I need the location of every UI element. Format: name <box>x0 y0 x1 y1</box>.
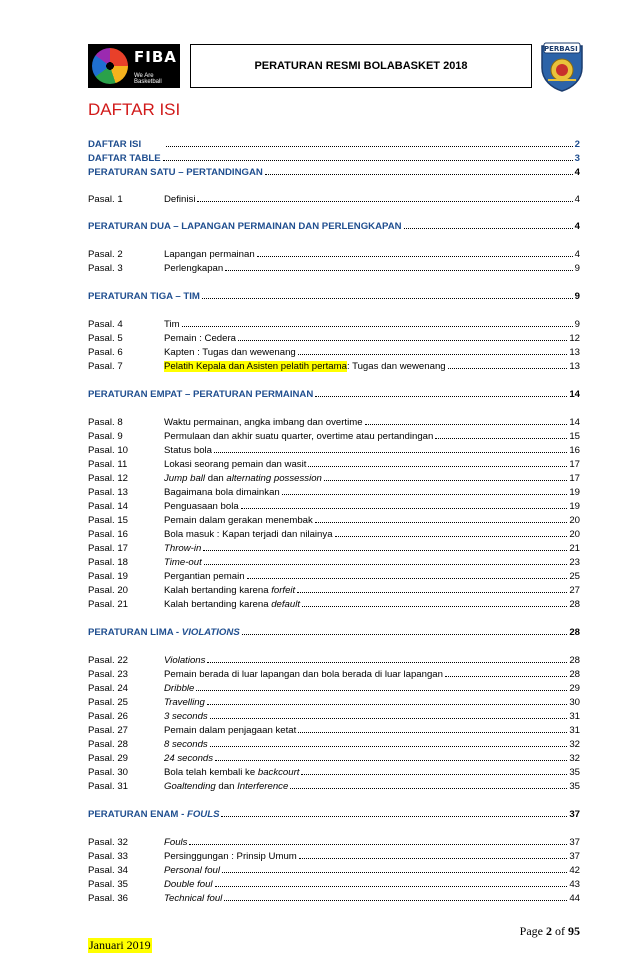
toc-title-part: PERATURAN DUA – LAPANGAN PERMAINAN DAN PERLENGKAPAN <box>88 221 402 232</box>
toc-entry-row[interactable] <box>88 568 580 582</box>
toc-leader-dots <box>241 508 568 509</box>
toc-title <box>164 655 205 666</box>
toc-title <box>88 291 200 302</box>
toc-page-number: 19 <box>569 501 580 512</box>
toc-title-part: Status bola <box>164 445 213 456</box>
toc-title <box>88 627 240 638</box>
toc-entry-row[interactable] <box>88 834 580 848</box>
toc-title <box>164 459 306 470</box>
toc-leader-dots <box>196 690 567 691</box>
toc-leader-dots <box>302 606 567 607</box>
fiba-logo <box>88 44 180 88</box>
toc-page-number: 20 <box>569 529 580 540</box>
toc-number: Pasal. 19 <box>88 571 129 582</box>
toc-title-part: Time-out <box>164 557 202 568</box>
toc-title <box>164 669 443 680</box>
toc-title-part: Lokasi seorang pemain dan wasit <box>164 459 307 470</box>
toc-page-number: 28 <box>569 627 580 638</box>
toc-leader-dots <box>222 872 567 873</box>
toc-page-number: 3 <box>574 153 580 164</box>
toc-entry-row[interactable] <box>88 680 580 694</box>
toc-title-part: default <box>271 599 301 610</box>
toc-number: Pasal. 13 <box>88 487 129 498</box>
toc-section-row[interactable] <box>88 164 580 178</box>
toc-section-row[interactable] <box>88 218 580 232</box>
toc-title-part: : Tugas dan wewenang <box>346 361 446 372</box>
toc-title <box>164 781 288 792</box>
toc-title-part: backcourt <box>257 767 300 778</box>
toc-entry-row[interactable] <box>88 260 580 274</box>
toc-leader-dots <box>365 424 568 425</box>
toc-title-part: forfeit <box>271 585 296 596</box>
toc-title-part: Waktu permainan, angka imbang dan overtime <box>164 417 363 428</box>
toc-page-number: 32 <box>569 739 580 750</box>
toc-title-part: Technical foul <box>164 893 223 904</box>
toc-title <box>164 319 180 330</box>
toc-page-number: 44 <box>569 893 580 904</box>
toc-page-number: 21 <box>569 543 580 554</box>
toc-entry-row[interactable] <box>88 722 580 736</box>
toc-title-part: Pemain : Cedera <box>164 333 236 344</box>
toc-number: Pasal. 23 <box>88 669 129 680</box>
toc-title <box>164 585 295 596</box>
toc-entry-row[interactable] <box>88 316 580 330</box>
toc-page-number: 19 <box>569 487 580 498</box>
toc-entry-row[interactable] <box>88 428 580 442</box>
toc-title <box>164 445 212 456</box>
toc-number: Pasal. 29 <box>88 753 129 764</box>
toc-leader-dots <box>308 466 567 467</box>
toc-title <box>164 473 322 484</box>
toc-leader-dots <box>166 146 573 147</box>
toc-title-part: Tim <box>164 319 180 330</box>
toc-title-part: DAFTAR TABLE <box>88 153 161 164</box>
toc-leader-dots <box>335 536 568 537</box>
toc-leader-dots <box>301 774 567 775</box>
toc-title-part: Kapten : Tugas dan wewenang <box>164 347 296 358</box>
toc-leader-dots <box>299 858 568 859</box>
toc-title <box>164 333 236 344</box>
toc-title-part: Double foul <box>164 879 213 890</box>
toc-title <box>164 683 194 694</box>
toc-number: Pasal. 14 <box>88 501 129 512</box>
toc-page-number: 12 <box>569 333 580 344</box>
toc-leader-dots <box>210 746 568 747</box>
toc-entry-row[interactable] <box>88 848 580 862</box>
toc-title <box>164 557 202 568</box>
toc-title <box>164 893 222 904</box>
toc-title-part: PERATURAN LIMA - <box>88 627 182 638</box>
toc-leader-dots <box>282 494 568 495</box>
toc-number: Pasal. 5 <box>88 333 123 344</box>
fiba-logo-text: FIBA <box>134 48 177 66</box>
page-current: 2 <box>546 924 552 938</box>
toc-title-part: Personal foul <box>164 865 220 876</box>
toc-number: Pasal. 18 <box>88 557 129 568</box>
toc-number: Pasal. 33 <box>88 851 129 862</box>
toc-leader-dots <box>225 270 572 271</box>
toc-page-number: 9 <box>574 291 580 302</box>
toc-page-number: 42 <box>569 865 580 876</box>
toc-title-part: PERATURAN SATU – PERTANDINGAN <box>88 167 263 178</box>
fiba-ball-icon <box>92 48 128 84</box>
toc-number: Pasal. 22 <box>88 655 129 666</box>
toc-page-number: 28 <box>569 599 580 610</box>
toc-leader-dots <box>435 438 567 439</box>
toc-title-part: Pergantian pemain <box>164 571 245 582</box>
toc-page-number: 4 <box>574 221 580 232</box>
toc-leader-dots <box>324 480 567 481</box>
toc-number: Pasal. 32 <box>88 837 129 848</box>
toc-title <box>164 417 363 428</box>
toc-number: Pasal. 36 <box>88 893 129 904</box>
toc-number: Pasal. 17 <box>88 543 129 554</box>
toc-title-part: 3 seconds <box>164 711 208 722</box>
toc-title-part: Travelling <box>164 697 205 708</box>
toc-title <box>164 515 313 526</box>
toc-number: DAFTAR ISI <box>88 139 142 150</box>
toc-number: Pasal. 27 <box>88 725 129 736</box>
toc-leader-dots <box>265 174 573 175</box>
toc-entry-row[interactable] <box>88 512 580 526</box>
footer-date: Januari 2019 <box>89 938 151 952</box>
toc-entry-row[interactable] <box>88 666 580 680</box>
toc-leader-dots <box>214 452 567 453</box>
toc-title <box>88 809 219 820</box>
toc-leader-dots <box>215 886 568 887</box>
toc-page-number: 15 <box>569 431 580 442</box>
toc-title <box>164 347 296 358</box>
toc-number: Pasal. 11 <box>88 459 128 470</box>
toc-page-number: 23 <box>569 557 580 568</box>
toc-leader-dots <box>247 578 568 579</box>
toc-section-row[interactable] <box>88 386 580 400</box>
toc-title-part: 24 seconds <box>164 753 214 764</box>
toc-leader-dots <box>221 816 567 817</box>
toc-page-number: 9 <box>574 263 580 274</box>
toc-number: Pasal. 31 <box>88 781 129 792</box>
toc-entry-row[interactable] <box>88 540 580 554</box>
toc-entry-row[interactable] <box>88 708 580 722</box>
toc-number: Pasal. 2 <box>88 249 123 260</box>
toc-entry-row[interactable] <box>88 246 580 260</box>
toc-page-number: 35 <box>569 767 580 778</box>
toc-leader-dots <box>210 718 568 719</box>
toc-number: Pasal. 6 <box>88 347 123 358</box>
toc-title-part: PERATURAN EMPAT – PERATURAN PERMAINAN <box>88 389 314 400</box>
toc-entry-row[interactable] <box>88 442 580 456</box>
toc-number: Pasal. 10 <box>88 445 129 456</box>
toc-entry-row[interactable] <box>88 470 580 484</box>
toc-title-part: Jump ball <box>164 473 206 484</box>
toc-leader-dots <box>203 550 567 551</box>
toc-page-number: 14 <box>569 417 580 428</box>
toc-page-number: 28 <box>569 655 580 666</box>
toc-page-number: 13 <box>569 361 580 372</box>
toc-leader-dots <box>207 704 567 705</box>
toc-page-number: 9 <box>574 319 580 330</box>
toc-number: Pasal. 8 <box>88 417 123 428</box>
toc-entry-row[interactable] <box>88 694 580 708</box>
toc-leader-dots <box>315 522 568 523</box>
toc-number: Pasal. 16 <box>88 529 129 540</box>
toc-page-number: 30 <box>569 697 580 708</box>
toc-page-number: 16 <box>569 445 580 456</box>
toc-entry-row[interactable] <box>88 344 580 358</box>
toc-title <box>164 361 446 372</box>
toc-entry-row[interactable] <box>88 582 580 596</box>
toc-page-number: 14 <box>569 389 580 400</box>
page-number <box>520 924 580 939</box>
toc-title <box>164 865 220 876</box>
toc-page-number: 32 <box>569 753 580 764</box>
toc-entry-row[interactable] <box>88 862 580 876</box>
toc-leader-dots <box>315 396 567 397</box>
toc-entry-row[interactable] <box>88 778 580 792</box>
toc-entry-row[interactable] <box>88 890 580 904</box>
toc-title-part: Persinggungan : Prinsip Umum <box>164 851 297 862</box>
fiba-tagline: We Are Basketball <box>134 73 162 85</box>
toc-entry-row[interactable] <box>88 456 580 470</box>
toc-title-part: Penguasaan bola <box>164 501 239 512</box>
page-prefix: Page <box>519 924 546 938</box>
toc-number: Pasal. 25 <box>88 697 129 708</box>
toc-leader-dots <box>189 844 567 845</box>
toc-page-number: 29 <box>569 683 580 694</box>
toc-page-number: 31 <box>569 711 580 722</box>
toc-leader-dots <box>202 298 573 299</box>
toc-title <box>164 571 245 582</box>
toc-page-number: 31 <box>569 725 580 736</box>
toc-entry-row[interactable] <box>88 736 580 750</box>
toc-number: Pasal. 26 <box>88 711 129 722</box>
toc-title <box>164 431 433 442</box>
toc-title-part: Bola telah kembali ke <box>164 767 258 778</box>
toc-number: Pasal. 1 <box>88 194 123 205</box>
toc-entry-row[interactable] <box>88 330 580 344</box>
toc-section-row[interactable] <box>88 624 580 638</box>
toc-entry-row[interactable] <box>88 652 580 666</box>
toc-page-number: 20 <box>569 515 580 526</box>
toc-number: Pasal. 15 <box>88 515 129 526</box>
toc-title-part: Pemain dalam gerakan menembak <box>164 515 313 526</box>
toc-title-part: Bagaimana bola dimainkan <box>164 487 280 498</box>
toc-page-number: 35 <box>569 781 580 792</box>
toc-section-row[interactable] <box>88 288 580 302</box>
page-title: DAFTAR ISI <box>88 100 181 119</box>
toc-title <box>88 167 263 178</box>
toc-title-part: VIOLATIONS <box>181 627 240 638</box>
toc-number: Pasal. 20 <box>88 585 129 596</box>
toc-entry-row[interactable] <box>88 414 580 428</box>
toc-title-part: Fouls <box>164 837 188 848</box>
toc-page-number: 43 <box>569 879 580 890</box>
toc-entry-row[interactable] <box>88 554 580 568</box>
toc-title-part: Bola masuk : Kapan terjadi dan nilainya <box>164 529 333 540</box>
toc-title <box>88 153 161 164</box>
toc-entry-row[interactable] <box>88 750 580 764</box>
toc-leader-dots <box>298 732 567 733</box>
toc-leader-dots <box>207 662 567 663</box>
toc-entry-row[interactable] <box>88 498 580 512</box>
toc-number: Pasal. 28 <box>88 739 129 750</box>
toc-section-row[interactable] <box>88 136 580 150</box>
toc-title <box>164 767 299 778</box>
toc-leader-dots <box>298 354 568 355</box>
toc-title <box>164 501 239 512</box>
toc-title-part: Pelatih Kepala dan Asisten pelatih pertama <box>164 361 347 372</box>
toc-page-number: 4 <box>574 249 580 260</box>
toc-title <box>164 543 201 554</box>
toc-leader-dots <box>238 340 567 341</box>
toc-entry-row[interactable] <box>88 764 580 778</box>
toc-title-part: Throw-in <box>164 543 202 554</box>
toc-number: Pasal. 35 <box>88 879 129 890</box>
toc-number: Pasal. 21 <box>88 599 129 610</box>
toc-page-number: 4 <box>574 194 580 205</box>
toc-title-part: Kalah bertanding karena <box>164 599 272 610</box>
toc-title <box>164 851 297 862</box>
toc-title <box>88 221 402 232</box>
toc-page-number: 2 <box>574 139 580 150</box>
toc-number: Pasal. 34 <box>88 865 129 876</box>
toc-page-number: 37 <box>569 851 580 862</box>
toc-page-number: 25 <box>569 571 580 582</box>
header-title-text: PERATURAN RESMI BOLABASKET 2018 <box>254 60 468 72</box>
toc-title <box>164 263 223 274</box>
toc-title <box>164 194 195 205</box>
document-header-title <box>190 44 532 88</box>
toc-leader-dots <box>163 160 573 161</box>
toc-title <box>164 879 213 890</box>
toc-section-row[interactable] <box>88 806 580 820</box>
toc-title <box>164 739 208 750</box>
toc-page-number: 4 <box>574 167 580 178</box>
toc-number: Pasal. 30 <box>88 767 129 778</box>
toc-title <box>164 753 213 764</box>
toc-title <box>164 711 208 722</box>
perbasi-logo-text: PERBASI <box>544 45 578 53</box>
toc-title-part: FOULS <box>186 809 220 820</box>
toc-number: Pasal. 12 <box>88 473 129 484</box>
toc-title-part: 8 seconds <box>164 739 208 750</box>
toc-title-part: Permulaan dan akhir suatu quarter, overtime atau pertandingan <box>164 431 434 442</box>
toc-title-part: Goaltending <box>164 781 216 792</box>
toc-title-part: Pemain berada di luar lapangan dan bola berada di luar lapangan <box>164 669 443 680</box>
toc-title-part: PERATURAN ENAM - <box>88 809 187 820</box>
toc-number: Pasal. 4 <box>88 319 123 330</box>
toc-leader-dots <box>182 326 573 327</box>
page-of: of <box>552 924 568 938</box>
toc-entry-row[interactable] <box>88 358 580 372</box>
toc-number: Pasal. 3 <box>88 263 123 274</box>
toc-title-part: dan <box>215 781 238 792</box>
toc-title-part: Dribble <box>164 683 195 694</box>
toc-leader-dots <box>448 368 568 369</box>
toc-leader-dots <box>242 634 568 635</box>
toc-leader-dots <box>197 201 572 202</box>
toc-leader-dots <box>204 564 568 565</box>
toc-page-number: 17 <box>569 473 580 484</box>
toc-title-part: dan <box>205 473 227 484</box>
toc-title-part: Interference <box>237 781 289 792</box>
toc-leader-dots <box>445 676 567 677</box>
toc-title <box>164 837 187 848</box>
toc-title-part: Perlengkapan <box>164 263 224 274</box>
toc-title-part: Lapangan permainan <box>164 249 255 260</box>
toc-title-part: Kalah bertanding karena <box>164 585 272 596</box>
toc-leader-dots <box>224 900 567 901</box>
toc-number: Pasal. 7 <box>88 361 123 372</box>
toc-leader-dots <box>215 760 567 761</box>
toc-title <box>164 697 205 708</box>
toc-number: Pasal. 9 <box>88 431 123 442</box>
toc-entry-row[interactable] <box>88 191 580 205</box>
toc-page-number: 28 <box>569 669 580 680</box>
toc-title <box>164 599 300 610</box>
toc-entry-row[interactable] <box>88 876 580 890</box>
toc-entry-row[interactable] <box>88 596 580 610</box>
toc-page-number: 37 <box>569 837 580 848</box>
toc-leader-dots <box>297 592 567 593</box>
toc-title <box>164 529 333 540</box>
toc-title <box>88 389 313 400</box>
toc-title-part: PERATURAN TIGA – TIM <box>88 291 200 302</box>
toc-page-number: 13 <box>569 347 580 358</box>
toc-page-number: 37 <box>569 809 580 820</box>
toc-title-part: alternating possession <box>226 473 322 484</box>
toc-leader-dots <box>257 256 573 257</box>
toc-entry-row[interactable] <box>88 526 580 540</box>
toc-title-part: Definisi <box>164 194 196 205</box>
toc-leader-dots <box>404 228 573 229</box>
toc-section-row[interactable] <box>88 150 580 164</box>
toc-title <box>164 725 296 736</box>
toc-title <box>164 487 280 498</box>
toc-title-part: Violations <box>164 655 206 666</box>
toc-page-number: 27 <box>569 585 580 596</box>
toc-title-part: Pemain dalam penjagaan ketat <box>164 725 297 736</box>
toc-page-number: 17 <box>569 459 580 470</box>
toc-entry-row[interactable] <box>88 484 580 498</box>
toc-leader-dots <box>290 788 567 789</box>
toc-number: Pasal. 24 <box>88 683 129 694</box>
page-header <box>88 40 588 92</box>
toc-title <box>164 249 255 260</box>
page-total: 95 <box>568 924 580 938</box>
